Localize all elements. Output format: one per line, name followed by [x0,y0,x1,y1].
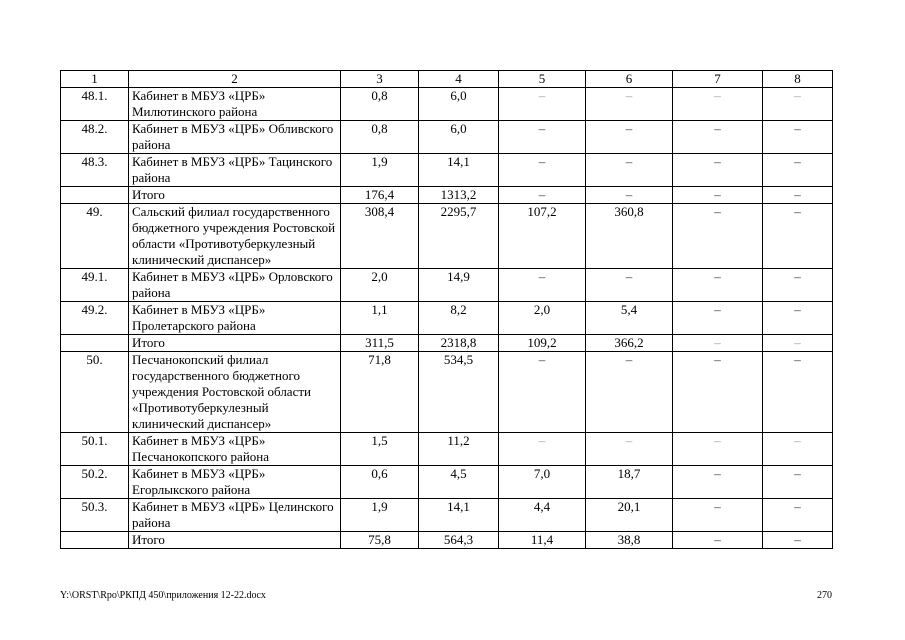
value-cell-col-7: – [673,352,763,433]
value-cell-col-4: 534,5 [419,352,499,433]
row-name-cell: Кабинет в МБУЗ «ЦРБ» Егорлыкского района [129,466,341,499]
value-cell-col-5: – [499,352,586,433]
table-row [61,433,833,466]
value-cell-col-5: 7,0 [499,466,586,499]
value-cell-col-3: 1,9 [341,154,419,187]
row-number-cell: 50.1. [61,433,129,466]
value-cell-col-7: – [673,154,763,187]
value-cell-col-5: 107,2 [499,204,586,269]
value-cell-col-8: – [763,532,833,549]
row-name-cell: Кабинет в МБУЗ «ЦРБ» Целинского района [129,499,341,532]
value-cell-col-7: – [673,88,763,121]
table-row [61,88,833,121]
value-cell-col-3: 1,1 [341,302,419,335]
value-cell-col-7: – [673,269,763,302]
value-cell-col-3: 2,0 [341,269,419,302]
header-cell: 2 [129,71,341,88]
value-cell-col-8: – [763,335,833,352]
header-cell: 3 [341,71,419,88]
row-name-cell: Песчанокопский филиал государственного бюджетного учреждения Ростовской области «Противотуберкулезный клинический диспансер» [129,352,341,433]
value-cell-col-7: – [673,302,763,335]
value-cell-col-4: 11,2 [419,433,499,466]
value-cell-col-7: – [673,335,763,352]
value-cell-col-5: – [499,433,586,466]
row-name-cell: Кабинет в МБУЗ «ЦРБ» Милютинского района [129,88,341,121]
row-number-cell: 49. [61,204,129,269]
value-cell-col-7: – [673,499,763,532]
row-name-cell: Кабинет в МБУЗ «ЦРБ» Песчанокопского района [129,433,341,466]
row-number-cell: 50.2. [61,466,129,499]
value-cell-col-7: – [673,121,763,154]
value-cell-col-7: – [673,204,763,269]
value-cell-col-6: – [586,121,673,154]
value-cell-col-4: 6,0 [419,121,499,154]
value-cell-col-4: 2295,7 [419,204,499,269]
value-cell-col-5: – [499,121,586,154]
row-number-cell: 48.1. [61,88,129,121]
row-number-cell: 48.2. [61,121,129,154]
value-cell-col-6: 20,1 [586,499,673,532]
value-cell-col-5: 2,0 [499,302,586,335]
value-cell-col-8: – [763,269,833,302]
table-row [61,154,833,187]
value-cell-col-6: 366,2 [586,335,673,352]
row-number-cell: 49.1. [61,269,129,302]
table-row [61,499,833,532]
value-cell-col-6: – [586,154,673,187]
value-cell-col-6: 18,7 [586,466,673,499]
value-cell-col-8: – [763,154,833,187]
value-cell-col-8: – [763,352,833,433]
value-cell-col-6: – [586,269,673,302]
table-row [61,121,833,154]
table-row [61,466,833,499]
row-name-cell: Кабинет в МБУЗ «ЦРБ» Пролетарского района [129,302,341,335]
row-name-cell: Сальский филиал государственного бюджетного учреждения Ростовской области «Противотуберкулезный клинический диспансер» [129,204,341,269]
value-cell-col-4: 6,0 [419,88,499,121]
value-cell-col-8: – [763,88,833,121]
row-number-cell: 49.2. [61,302,129,335]
value-cell-col-3: 1,5 [341,433,419,466]
value-cell-col-7: – [673,466,763,499]
value-cell-col-3: 71,8 [341,352,419,433]
data-table [60,70,833,549]
value-cell-col-8: – [763,187,833,204]
table-row [61,269,833,302]
row-name-cell: Итого [129,335,341,352]
value-cell-col-6: – [586,352,673,433]
row-number-cell: 48.3. [61,154,129,187]
value-cell-col-4: 564,3 [419,532,499,549]
row-number-cell [61,187,129,204]
row-name-cell: Итого [129,532,341,549]
value-cell-col-6: – [586,88,673,121]
table-row [61,302,833,335]
value-cell-col-7: – [673,532,763,549]
table-row [61,352,833,433]
value-cell-col-5: 4,4 [499,499,586,532]
value-cell-col-3: 308,4 [341,204,419,269]
value-cell-col-3: 0,6 [341,466,419,499]
value-cell-col-8: – [763,499,833,532]
value-cell-col-6: 38,8 [586,532,673,549]
value-cell-col-4: 1313,2 [419,187,499,204]
header-cell: 6 [586,71,673,88]
header-cell: 8 [763,71,833,88]
value-cell-col-8: – [763,302,833,335]
value-cell-col-6: 5,4 [586,302,673,335]
footer-file-path: Y:\ORST\Rpo\РКПД 450\приложения 12-22.docx [60,590,266,601]
value-cell-col-4: 14,1 [419,499,499,532]
value-cell-col-3: 311,5 [341,335,419,352]
header-cell: 5 [499,71,586,88]
value-cell-col-8: – [763,433,833,466]
header-cell: 4 [419,71,499,88]
value-cell-col-6: – [586,187,673,204]
value-cell-col-4: 14,1 [419,154,499,187]
row-number-cell: 50. [61,352,129,433]
value-cell-col-5: 109,2 [499,335,586,352]
row-number-cell [61,532,129,549]
value-cell-col-7: – [673,187,763,204]
value-cell-col-3: 176,4 [341,187,419,204]
footer-page-number: 270 [817,590,832,601]
header-cell: 7 [673,71,763,88]
value-cell-col-7: – [673,433,763,466]
row-name-cell: Кабинет в МБУЗ «ЦРБ» Обливского района [129,121,341,154]
value-cell-col-4: 14,9 [419,269,499,302]
value-cell-col-8: – [763,204,833,269]
row-number-cell: 50.3. [61,499,129,532]
value-cell-col-3: 1,9 [341,499,419,532]
table-row [61,204,833,269]
value-cell-col-6: 360,8 [586,204,673,269]
value-cell-col-8: – [763,466,833,499]
value-cell-col-6: – [586,433,673,466]
row-number-cell [61,335,129,352]
value-cell-col-3: 0,8 [341,121,419,154]
table-row [61,335,833,352]
table-row [61,532,833,549]
row-name-cell: Итого [129,187,341,204]
value-cell-col-4: 8,2 [419,302,499,335]
value-cell-col-3: 75,8 [341,532,419,549]
value-cell-col-5: – [499,88,586,121]
value-cell-col-8: – [763,121,833,154]
table-row [61,187,833,204]
value-cell-col-5: – [499,187,586,204]
table-header-row [61,71,833,88]
value-cell-col-4: 4,5 [419,466,499,499]
value-cell-col-3: 0,8 [341,88,419,121]
value-cell-col-5: – [499,154,586,187]
row-name-cell: Кабинет в МБУЗ «ЦРБ» Тацинского района [129,154,341,187]
value-cell-col-5: 11,4 [499,532,586,549]
value-cell-col-4: 2318,8 [419,335,499,352]
value-cell-col-5: – [499,269,586,302]
header-cell: 1 [61,71,129,88]
row-name-cell: Кабинет в МБУЗ «ЦРБ» Орловского района [129,269,341,302]
